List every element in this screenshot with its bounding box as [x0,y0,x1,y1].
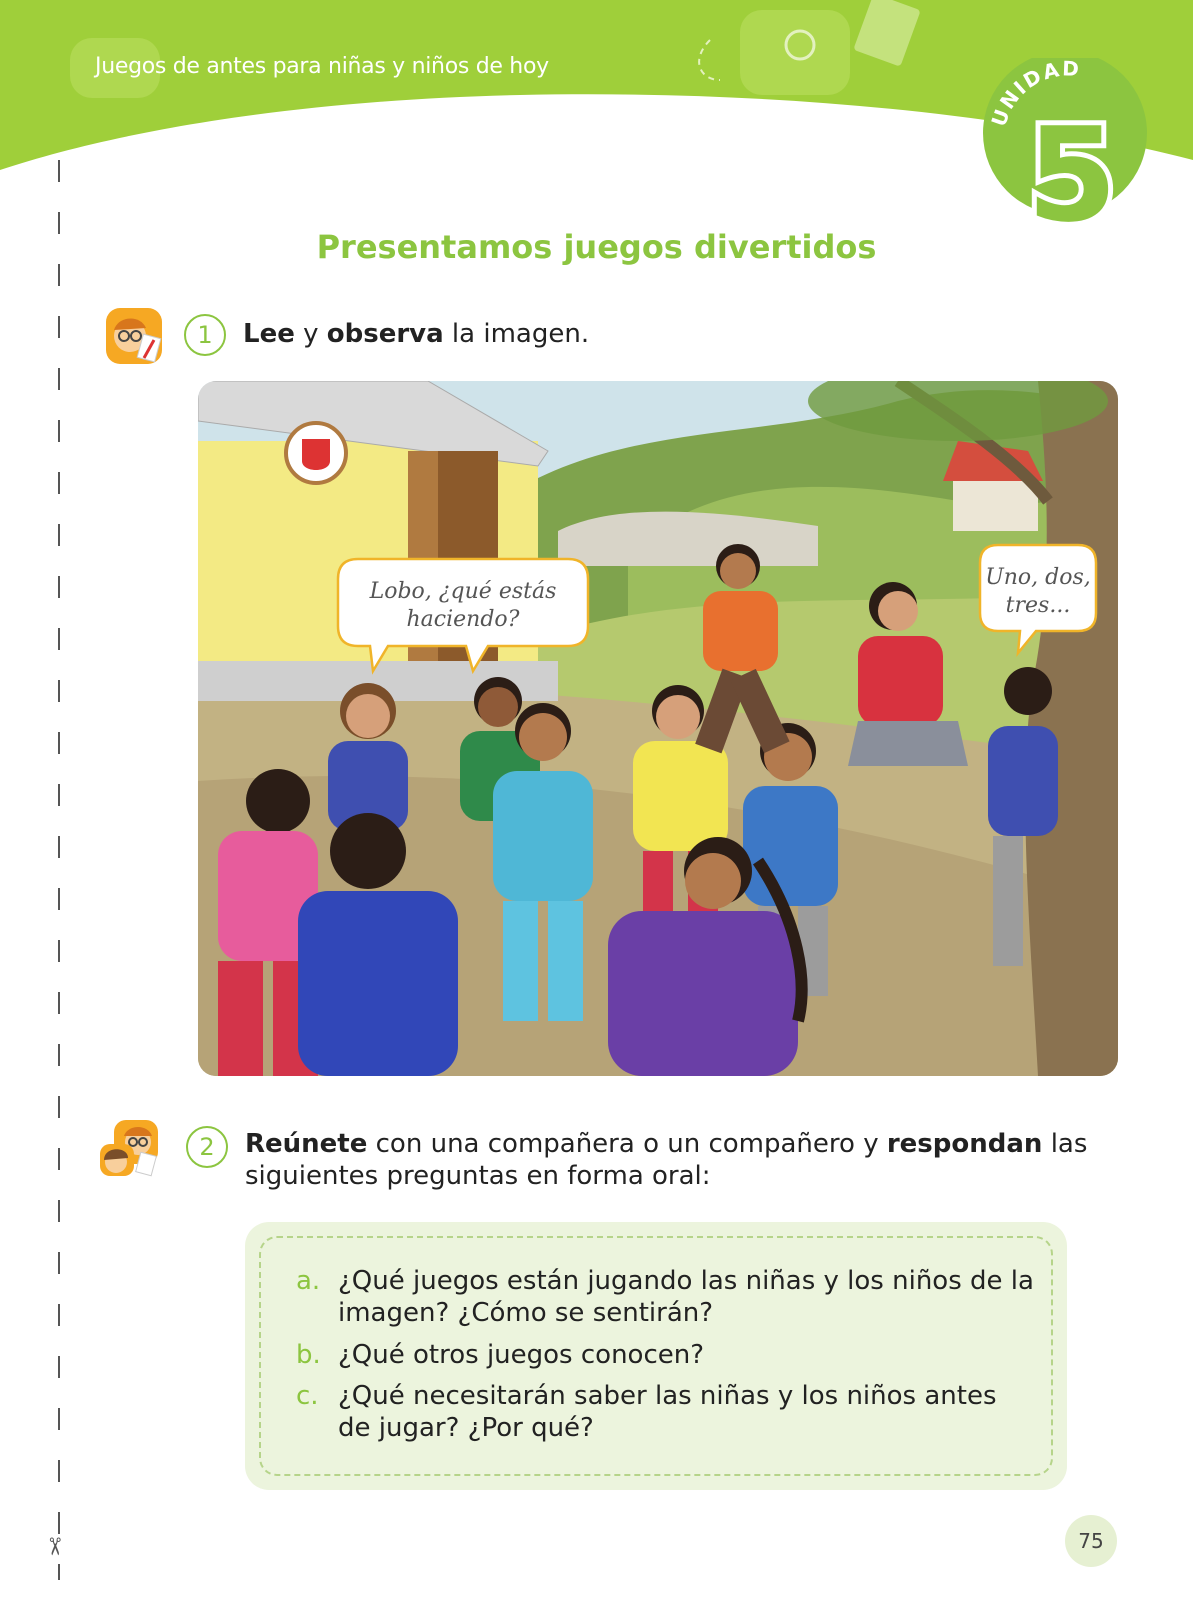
question-letter: b. [296,1340,321,1370]
activity-number: 1 [184,314,226,356]
instruction-verb: Reúnete [245,1129,368,1159]
instruction-verb: Lee [243,319,295,349]
header-title: Juegos de antes para niñas y niños de hoy [95,54,549,79]
activity-2-instruction: Reúnete con una compañera o un compañero y respondan las siguientes preguntas en forma oral: [245,1129,1088,1191]
speech-bubble-left-text: Lobo, ¿qué estás haciendo? [369,579,557,632]
question-text: ¿Qué necesitarán saber las niñas y los niños antes de jugar? ¿Por qué? [338,1381,997,1443]
activity-1-instruction: Lee y observa la imagen. [243,319,590,349]
children-playing-illustration [198,381,1118,1076]
individual-work-icon [104,306,164,366]
scissors-icon: ✂ [40,1536,68,1557]
question-text: ¿Qué otros juegos conocen? [338,1340,705,1370]
page-title: Presentamos juegos divertidos [316,228,877,266]
pair-work-icon [100,1118,160,1178]
question-item [296,1339,1036,1371]
question-text: ¿Qué juegos están jugando las niñas y los niños de la imagen? ¿Cómo se sentirán? [338,1266,1034,1328]
activity-number: 2 [186,1126,228,1168]
question-letter: c. [296,1381,319,1411]
question-item [296,1265,1036,1329]
page-number: 75 [1065,1515,1117,1567]
cut-line [58,160,60,1580]
unit-label: UNIDAD [986,58,1082,130]
unit-number: 5 [1026,99,1118,228]
instruction-verb: respondan [886,1129,1043,1159]
unit-badge [980,58,1150,228]
instruction-verb: observa [326,319,444,349]
speech-bubble-right-text: Uno, dos, tres... [985,565,1091,618]
question-item [296,1380,1036,1444]
question-letter: a. [296,1266,321,1296]
